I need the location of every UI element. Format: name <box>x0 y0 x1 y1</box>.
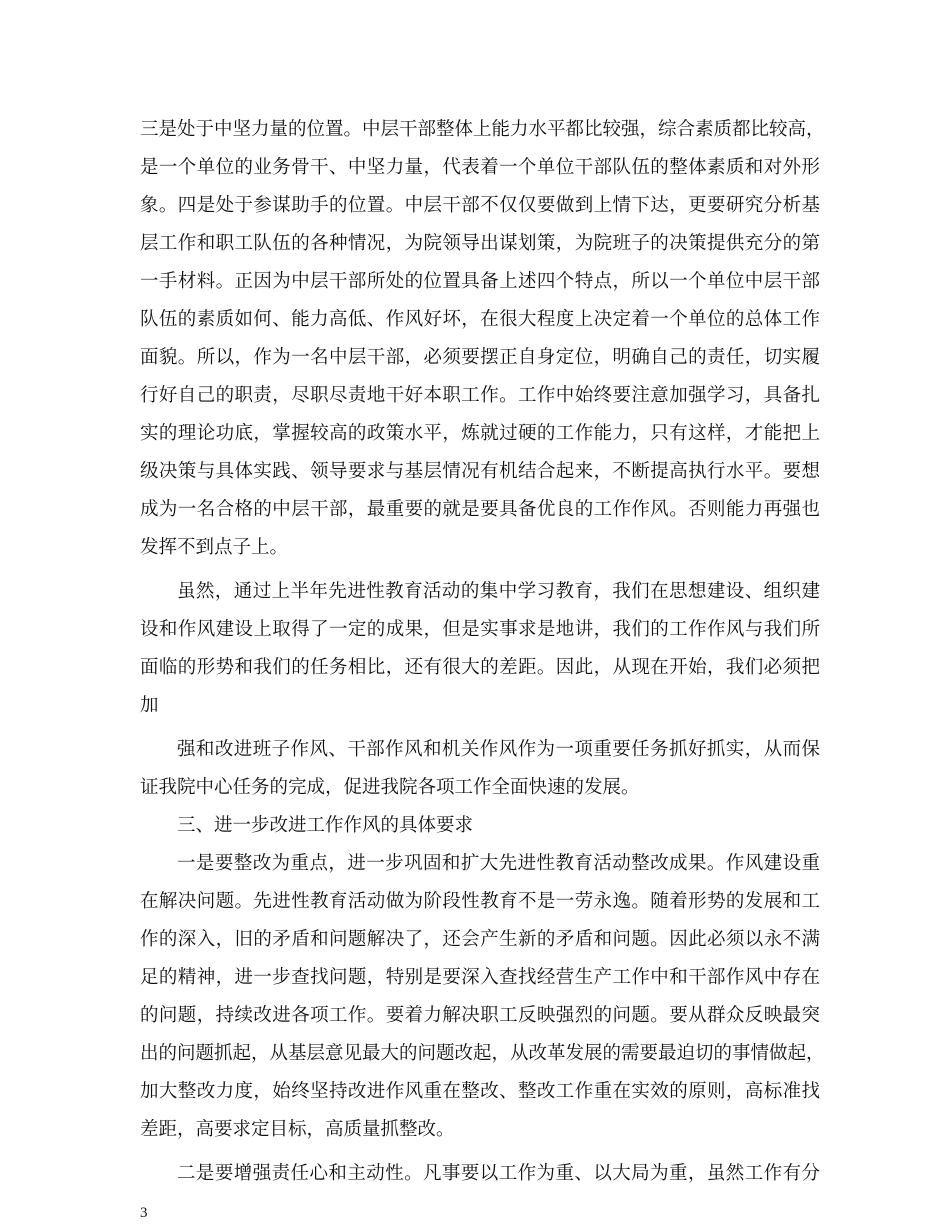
paragraph-first-line: 强和改进班子作风、干部作风和机关作风作为一项重要任务抓好抓实，从而保 <box>177 739 820 760</box>
paragraph-first-line: 二是要增强责任心和主动性。凡事要以工作为重、以大局为重，虽然工作有分 <box>177 1163 820 1184</box>
text-line: 三是处于中坚力量的位置。中层干部整体上能力水平都比较强，综合素质都比较高， <box>140 119 825 140</box>
text-line: 实的理论功底，掌握较高的政策水平，炼就过硬的工作能力，只有这样，才能把上 <box>140 423 820 444</box>
text-line: 的问题，持续改进各项工作。要着力解决职工反映强烈的问题。要从群众反映最突 <box>140 1005 820 1026</box>
text-line: 差距，高要求定目标，高质量抓整改。 <box>140 1119 455 1140</box>
page-number: 3 <box>140 1205 148 1221</box>
paragraph-first-line: 虽然，通过上半年先进性教育活动的集中学习教育，我们在思想建设、组织建 <box>177 581 820 602</box>
text-line: 面临的形势和我们的任务相比，还有很大的差距。因此，从现在开始，我们必须把 <box>140 657 820 678</box>
text-line: 加 <box>140 695 159 716</box>
section-heading: 三、进一步改进工作作风的具体要求 <box>177 815 474 836</box>
text-line: 是一个单位的业务骨干、中坚力量，代表着一个单位干部队伍的整体素质和对外形 <box>140 157 820 178</box>
text-line: 加大整改力度，始终坚持改进作风重在整改、整改工作重在实效的原则，高标准找 <box>140 1081 820 1102</box>
text-line: 行好自己的职责，尽职尽责地干好本职工作。工作中始终要注意加强学习，具备扎 <box>140 385 820 406</box>
text-line: 象。四是处于参谋助手的位置。中层干部不仅仅要做到上情下达，更要研究分析基 <box>140 195 820 216</box>
paragraph-first-line: 一是要整改为重点，进一步巩固和扩大先进性教育活动整改成果。作风建设重 <box>177 853 820 874</box>
text-line: 作的深入，旧的矛盾和问题解决了，还会产生新的矛盾和问题。因此必须以永不满 <box>140 929 820 950</box>
text-line: 足的精神，进一步查找问题，特别是要深入查找经营生产工作中和干部作风中存在 <box>140 967 820 988</box>
text-line: 在解决问题。先进性教育活动做为阶段性教育不是一劳永逸。随着形势的发展和工 <box>140 891 820 912</box>
text-line: 层工作和职工队伍的各种情况，为院领导出谋划策，为院班子的决策提供充分的第 <box>140 233 820 254</box>
text-line: 出的问题抓起，从基层意见最大的问题改起，从改革发展的需要最迫切的事情做起， <box>140 1043 825 1064</box>
text-line: 证我院中心任务的完成，促进我院各项工作全面快速的发展。 <box>140 777 640 798</box>
text-line: 队伍的素质如何、能力高低、作风好坏，在很大程度上决定着一个单位的总体工作 <box>140 309 820 330</box>
text-line: 成为一名合格的中层干部，最重要的就是要具备优良的工作作风。否则能力再强也 <box>140 499 820 520</box>
text-line: 发挥不到点子上。 <box>140 537 289 558</box>
text-line: 级决策与具体实践、领导要求与基层情况有机结合起来，不断提高执行水平。要想 <box>140 461 820 482</box>
text-line: 面貌。所以，作为一名中层干部，必须要摆正自身定位，明确自己的责任，切实履 <box>140 347 820 368</box>
text-line: 设和作风建设上取得了一定的成果，但是实事求是地讲，我们的工作作风与我们所 <box>140 619 820 640</box>
text-line: 一手材料。正因为中层干部所处的位置具备上述四个特点，所以一个单位中层干部 <box>140 271 820 292</box>
